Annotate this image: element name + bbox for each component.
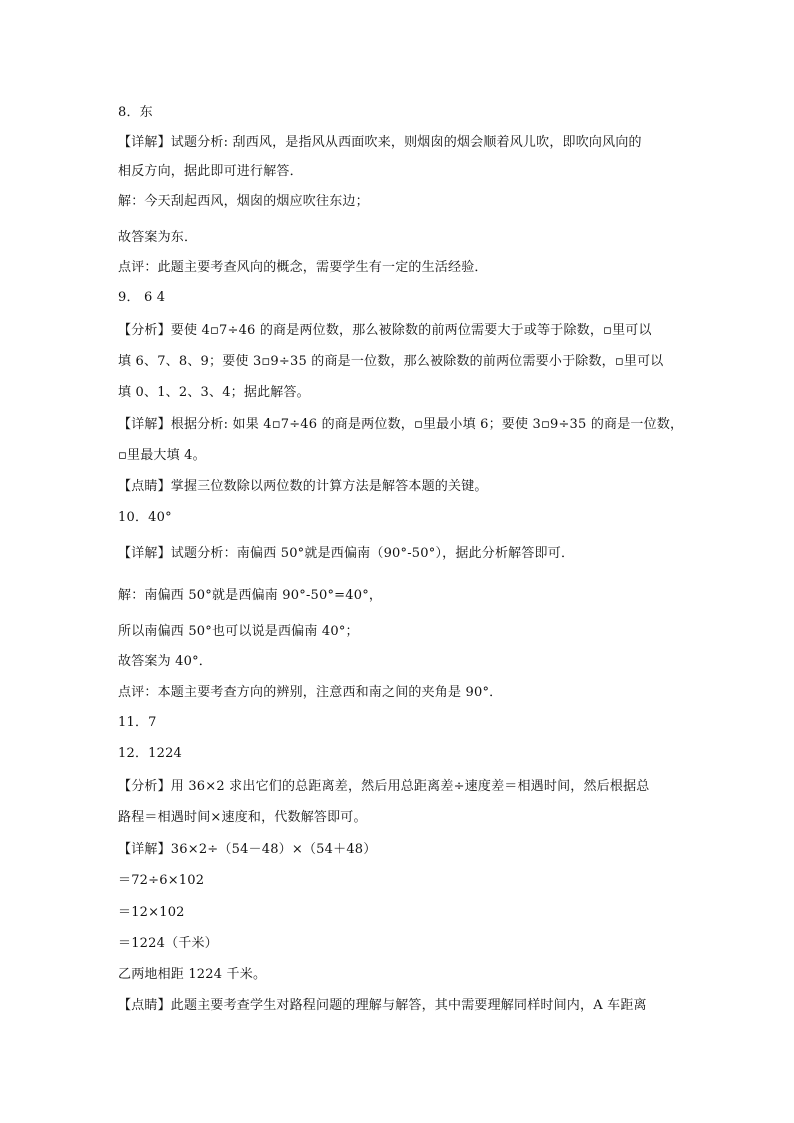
answer-9-heading: 9． 6 4 (118, 290, 166, 305)
answer-10-result: 故答案为 40°． (118, 654, 212, 669)
answer-12-conclusion: 乙两地相距 1224 千米。 (118, 967, 267, 982)
answer-12-detail-formula: 【详解】36×2÷（54－48）×（54＋48） (118, 842, 377, 857)
answer-8-explanation-line-2: 相反方向，据此即可进行解答． (118, 164, 303, 179)
answer-9-detail-line-2: ▫里最大填 4。 (118, 448, 206, 463)
answer-8-solution: 解：今天刮起西风，烟囱的烟应吹往东边； (118, 194, 369, 209)
answer-8-heading: 8．东 (118, 105, 153, 120)
answer-9-analysis-line-2: 填 6、7、8、9；要使 3▫9÷35 的商是一位数，那么被除数的前两位需要小于除数，▫里可以 (118, 354, 664, 369)
answer-9-analysis-line-3: 填 0、1、2、3、4；据此解答。 (118, 385, 310, 400)
answer-12-step-1: ＝72÷6×102 (118, 873, 205, 888)
answer-10-heading: 10．40° (118, 510, 172, 525)
answer-12-step-3: ＝1224（千米） (118, 936, 218, 951)
answer-12-step-2: ＝12×102 (118, 905, 185, 920)
answer-9-analysis-line-1: 【分析】要使 4▫7÷46 的商是两位数，那么被除数的前两位需要大于或等于除数，▫里可以 (118, 323, 652, 338)
answer-11-heading: 11．7 (118, 715, 157, 730)
answer-9-key-point: 【点睛】掌握三位数除以两位数的计算方法是解答本题的关键。 (118, 479, 488, 494)
answer-12-analysis-line-2: 路程＝相遇时间×速度和，代数解答即可。 (118, 810, 367, 825)
answer-12-heading: 12．1224 (118, 746, 183, 761)
answer-10-conclusion: 所以南偏西 50°也可以说是西偏南 40°； (118, 624, 359, 639)
answer-12-key-point: 【点睛】此题主要考查学生对路程问题的理解与解答，其中需要理解同样时间内，A 车距离 (118, 998, 647, 1013)
answer-10-comment: 点评：本题主要考查方向的辨别，注意西和南之间的夹角是 90°． (118, 685, 503, 700)
answer-8-comment: 点评：此题主要考查风向的概念，需要学生有一定的生活经验． (118, 260, 488, 275)
answer-10-solution: 解：南偏西 50°就是西偏南 90°-50°=40°， (118, 588, 383, 603)
answer-8-result: 故答案为东． (118, 230, 198, 245)
answer-12-analysis-line-1: 【分析】用 36×2 求出它们的总距离差，然后用总距离差÷速度差＝相遇时间，然后根据总 (118, 779, 650, 794)
answer-8-explanation-line-1: 【详解】试题分析: 刮西风，是指风从西面吹来，则烟囱的烟会顺着风儿吹，即吹向风向的 (118, 135, 642, 150)
answer-9-detail-line-1: 【详解】根据分析: 如果 4▫7÷46 的商是两位数，▫里最小填 6；要使 3▫9÷35 的商是一位数， (118, 417, 684, 432)
answer-10-detail: 【详解】试题分析：南偏西 50°就是西偏南（90°-50°），据此分析解答即可． (118, 546, 575, 561)
